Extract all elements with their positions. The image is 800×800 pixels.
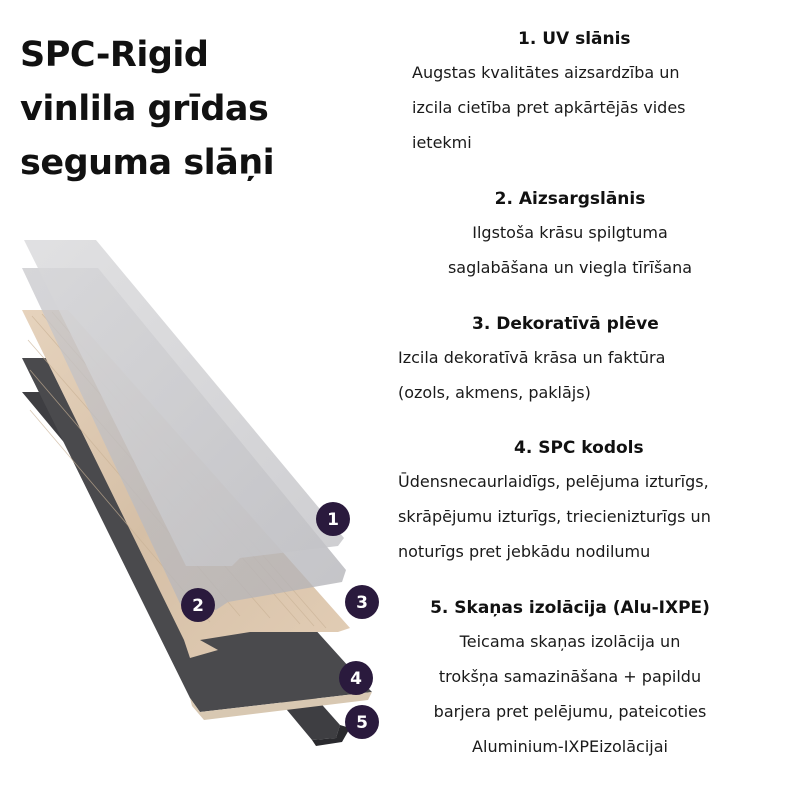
badge-4 [339,661,373,695]
section-3-line-1: Izcila dekoratīvā krāsa un faktūra [398,348,666,367]
section-spc-core [398,436,711,569]
section-5-body [405,624,735,764]
section-4-title: 4. SPC kodols [514,438,644,458]
section-5-title: 5. Skaņas izolācija (Alu-IXPE) [430,598,710,618]
section-2-line-2: saglabāšana un viegla tīrīšana [447,258,693,277]
badge-4-number: 4 [350,669,362,689]
section-2-line-1: Ilgstoša krāsu spilgtuma [472,223,668,242]
section-1-title: 1. UV slānis [518,29,631,49]
section-2-body [400,215,740,285]
section-1-line-3: ietekmi [412,133,472,152]
badge-5 [345,705,379,739]
section-5-line-3: barjera pret pelējumu, pateicoties [433,702,707,721]
section-3-body [398,340,665,410]
section-2-title: 2. Aizsargslānis [494,189,646,209]
badge-1-number: 1 [327,510,339,530]
section-4-line-2: skrāpējumu izturīgs, triecienizturīgs un [398,507,711,526]
section-5-line-4: Aluminium-IXPEizolācijai [472,737,668,756]
section-5-line-1: Teicama skaņas izolācija un [459,632,681,651]
section-sound-insulation [405,596,735,764]
section-1-line-1: Augstas kvalitātes aizsardzība un [412,63,680,82]
section-decor-film [398,312,665,410]
badge-2-number: 2 [192,596,204,616]
badge-5-number: 5 [356,713,368,733]
badge-2 [181,588,215,622]
title-line-2: vinlila grīdas [20,89,269,129]
layer-illustration [0,220,400,800]
section-1-body [412,55,686,160]
section-1-line-2: izcila cietība pret apkārtējās vides [412,98,686,117]
badge-1 [316,502,350,536]
section-wear-layer [400,187,740,285]
page-title [20,28,360,190]
title-line-1: SPC-Rigid [20,35,209,75]
section-5-line-2: trokšņa samazināšana + papildu [438,667,702,686]
section-4-line-1: Ūdensnecaurlaidīgs, pelējuma izturīgs, [398,472,709,491]
badge-3 [345,585,379,619]
section-4-line-3: noturīgs pret jebkādu nodilumu [398,542,651,561]
section-3-title: 3. Dekoratīvā plēve [472,314,659,334]
section-4-body [398,464,711,569]
section-3-line-2: (ozols, akmens, paklājs) [398,383,591,402]
title-line-3: seguma slāņi [20,143,275,183]
section-uv-layer [412,27,686,160]
badge-3-number: 3 [356,593,368,613]
